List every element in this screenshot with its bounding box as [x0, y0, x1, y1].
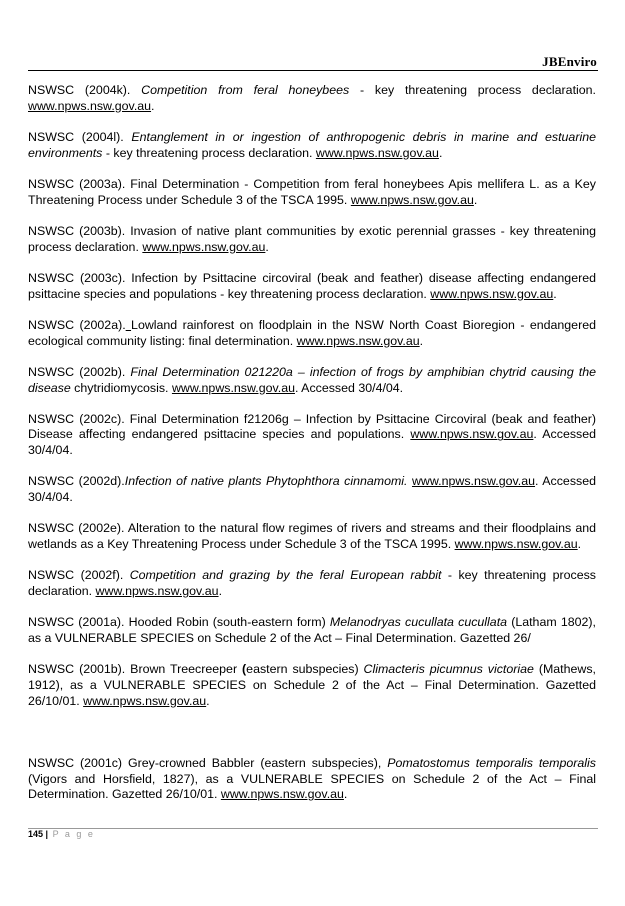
- reference-text: - key threatening process declaration.: [349, 83, 596, 97]
- reference-text: NSWSC (2002c). Final Determination f21206g – Infection by Psittacine Circoviral (beak and feather) Disease affecting endangered psittacine species and populations.: [28, 411, 596, 442]
- reference-text: eastern subspecies): [246, 662, 364, 677]
- reference-link[interactable]: www.npws.nsw.gov.au: [350, 192, 474, 207]
- italic-text: Climacteris picumnus victoriae: [363, 662, 534, 677]
- reference-text: NSWSC (2004k).: [28, 83, 142, 97]
- reference-link[interactable]: www.npws.nsw.gov.au: [95, 584, 219, 599]
- reference-entry: [28, 130, 596, 161]
- reference-link[interactable]: www.npws.nsw.gov.au: [430, 286, 554, 301]
- reference-entry: [28, 521, 596, 552]
- italic-text: Competition and grazing by the feral European rabbit: [129, 568, 442, 583]
- reference-text: .: [577, 537, 582, 552]
- page-separator: |: [43, 829, 51, 839]
- reference-text: Lowland rainforest on floodplain in the NSW North Coast Bioregion - endangered ecological community listing: final determination.: [28, 317, 596, 348]
- bold-text: (: [242, 662, 247, 677]
- reference-text: .: [218, 584, 223, 599]
- reference-text: NSWSC (2002d).: [28, 474, 125, 489]
- reference-entry: [28, 756, 596, 803]
- reference-entry: [28, 318, 596, 349]
- reference-link[interactable]: www.npws.nsw.gov.au: [28, 98, 152, 113]
- reference-entry: [28, 224, 596, 255]
- reference-text: .: [438, 145, 443, 160]
- reference-text: .: [265, 239, 269, 254]
- reference-text: .: [206, 693, 210, 708]
- reference-text: chytridiomycosis.: [70, 380, 172, 395]
- reference-link[interactable]: www.npws.nsw.gov.au: [83, 693, 207, 708]
- reference-entry: [28, 412, 596, 459]
- reference-text: - key threatening process declaration.: [102, 145, 316, 160]
- reference-text: . Accessed 30/4/04.: [28, 427, 597, 458]
- reference-entry: [28, 83, 596, 114]
- references-list: [28, 83, 596, 819]
- reference-entry: [28, 271, 596, 302]
- reference-text: .: [553, 286, 557, 301]
- italic-text: Melanodryas cucullata cucullata: [329, 615, 508, 630]
- reference-text: (Vigors and Horsfield, 1827), as a VULNERABLE SPECIES on Schedule 2 of the Act – Final Determination. Gazetted 26/10/01.: [28, 771, 596, 802]
- reference-text: (Latham 1802), as a VULNERABLE SPECIES on Schedule 2 of the Act – Final Determination. Gazetted 26/: [28, 615, 596, 646]
- reference-text: NSWSC (2002e). Alteration to the natural flow regimes of rivers and streams and their floodplains and wetlands as a Key Threatening Process under Schedule 3 of the TSCA 1995.: [28, 521, 596, 552]
- reference-text: . Accessed 30/4/04.: [28, 474, 596, 505]
- page-footer: [28, 829, 95, 839]
- reference-text: .: [343, 787, 348, 802]
- reference-text: (Mathews, 1912), as a VULNERABLE SPECIES on Schedule 2 of the Act – Final Determination. Gazetted 26/10/01.: [28, 662, 596, 708]
- italic-text: Infection of native plants Phytophthora cinnamomi.: [124, 474, 408, 489]
- reference-text: NSWSC (2003c). Infection by Psittacine circoviral (beak and feather) disease affecting endangered psittacine species and populations - key threatening process declaration.: [28, 270, 596, 301]
- reference-text: .: [419, 333, 424, 348]
- italic-text: Pomatostomus temporalis temporalis: [387, 756, 596, 771]
- reference-text: NSWSC (2002f).: [28, 568, 130, 583]
- reference-text: NSWSC (2004l).: [28, 129, 132, 144]
- page-label: P a g e: [52, 829, 95, 839]
- reference-entry: [28, 365, 596, 396]
- reference-text: NSWSC (2001b). Brown Treecreeper: [28, 662, 243, 677]
- italic-text: Competition from feral honeybees: [141, 83, 350, 97]
- reference-text: NSWSC (2003b). Invasion of native plant communities by exotic perennial grasses - key threatening process declaration.: [28, 223, 596, 254]
- header-brand: JBEnviro: [542, 54, 597, 69]
- reference-link[interactable]: www.npws.nsw.gov.au: [411, 474, 536, 489]
- reference-link[interactable]: www.npws.nsw.gov.au: [315, 145, 439, 160]
- reference-link[interactable]: www.npws.nsw.gov.au: [454, 537, 578, 552]
- reference-entry: [28, 662, 596, 709]
- reference-link[interactable]: www.npws.nsw.gov.au: [220, 787, 344, 802]
- italic-text: Final Determination 021220a – infection of frogs by amphibian chytrid causing the disease: [28, 364, 597, 395]
- footer-divider: [28, 828, 598, 829]
- reference-entry: [28, 177, 596, 208]
- reference-text: - key threatening process declaration.: [28, 568, 596, 599]
- reference-link[interactable]: www.npws.nsw.gov.au: [142, 239, 266, 254]
- reference-link[interactable]: www.npws.nsw.gov.au: [296, 333, 420, 348]
- page-number: 145: [28, 829, 44, 839]
- reference-text: NSWSC (2003a). Final Determination - Competition from feral honeybees Apis mellifera L. as a Key Threatening Process under Schedule 3 of the TSCA 1995.: [28, 176, 596, 207]
- reference-text: NSWSC (2001c) Grey-crowned Babbler (eastern subspecies),: [28, 756, 388, 771]
- header-divider: [28, 70, 598, 71]
- reference-text: . Accessed 30/4/04.: [294, 380, 404, 395]
- reference-text: .: [151, 98, 155, 113]
- reference-entry: [28, 474, 596, 505]
- reference-text: NSWSC (2002b).: [28, 364, 131, 379]
- reference-entry: [28, 615, 596, 646]
- italic-text: Entanglement in or ingestion of anthropogenic debris in marine and estuarine environments: [28, 129, 596, 160]
- reference-text: NSWSC (2002a).: [28, 317, 126, 332]
- reference-text: .: [473, 192, 478, 207]
- reference-text: NSWSC (2001a). Hooded Robin (south-eastern form): [28, 615, 330, 630]
- reference-entry: [28, 568, 596, 599]
- reference-link[interactable]: www.npws.nsw.gov.au: [410, 427, 534, 442]
- reference-link[interactable]: www.npws.nsw.gov.au: [171, 380, 295, 395]
